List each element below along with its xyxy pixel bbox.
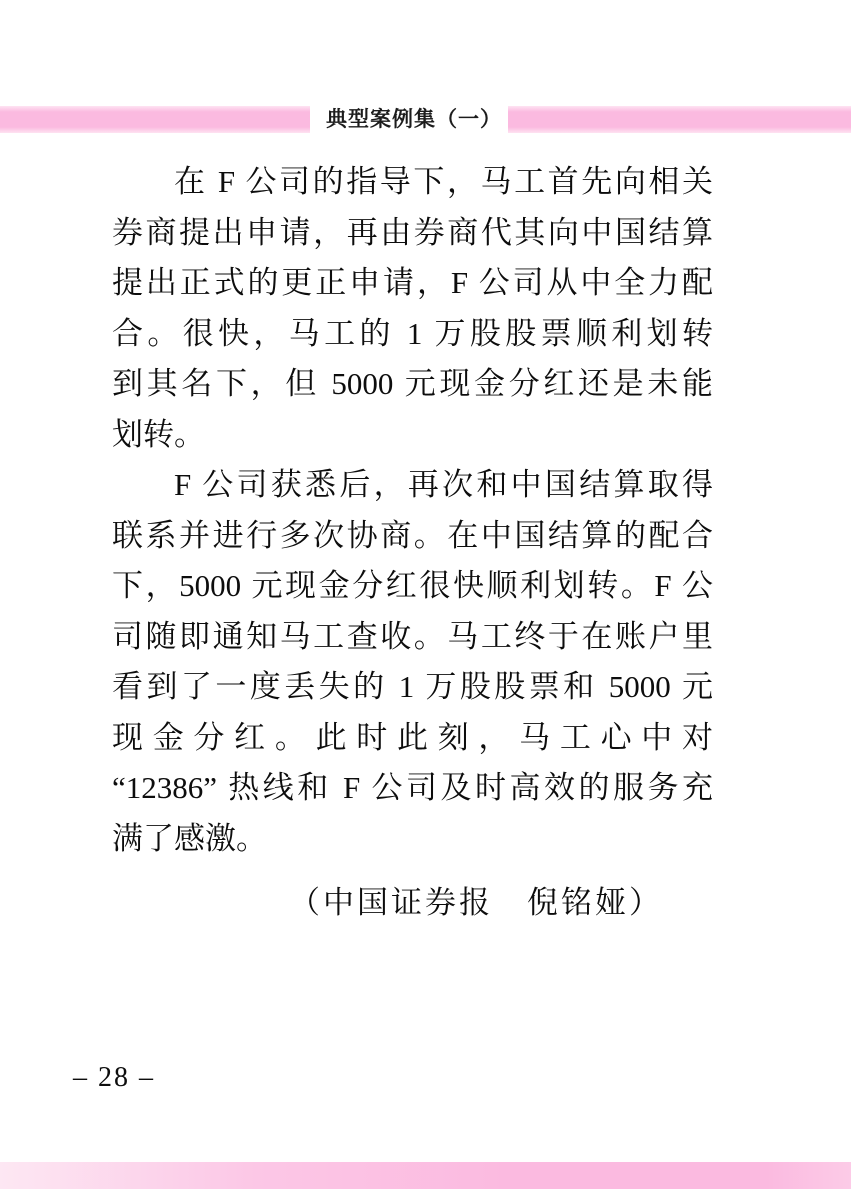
footer-band bbox=[0, 1162, 851, 1189]
body-line: 合。很快，马工的 1 万股股票顺利划转 bbox=[112, 315, 713, 351]
body-line: 在 F 公司的指导下，马工首先向相关 bbox=[174, 164, 713, 199]
body-line: 提出正式的更正申请，F 公司从中全力配 bbox=[112, 265, 713, 300]
attribution-line: （中国证券报 倪铭娅） bbox=[289, 885, 663, 920]
body-line: 到其名下，但 5000 元现金分红还是未能 bbox=[112, 366, 713, 401]
body-line: 看到了一度丢失的 1 万股股票和 5000 元 bbox=[112, 669, 713, 704]
page-number: – 28 – bbox=[73, 1062, 155, 1093]
page-header-title: 典型案例集（一） bbox=[326, 108, 502, 131]
header-band bbox=[0, 106, 851, 133]
header-band-left-segment bbox=[0, 106, 310, 133]
body-text bbox=[112, 157, 713, 929]
body-line: 券商提出申请，再由券商代其向中国结算 bbox=[112, 214, 713, 250]
body-line: 联系并进行多次协商。在中国结算的配合 bbox=[112, 517, 713, 553]
body-line: 满了感激。 bbox=[112, 820, 267, 856]
body-line: F 公司获悉后，再次和中国结算取得 bbox=[174, 467, 713, 502]
body-line: 司随即通知马工查收。马工终于在账户里 bbox=[112, 618, 713, 654]
body-line: 下，5000 元现金分红很快顺利划转。F 公 bbox=[112, 568, 713, 603]
body-line: 现金分红。此时此刻，马工心中对 bbox=[112, 719, 713, 755]
body-line: 划转。 bbox=[112, 416, 205, 452]
header-band-right-segment bbox=[508, 106, 851, 133]
body-line: “12386” 热线和 F 公司及时高效的服务充 bbox=[112, 770, 713, 805]
